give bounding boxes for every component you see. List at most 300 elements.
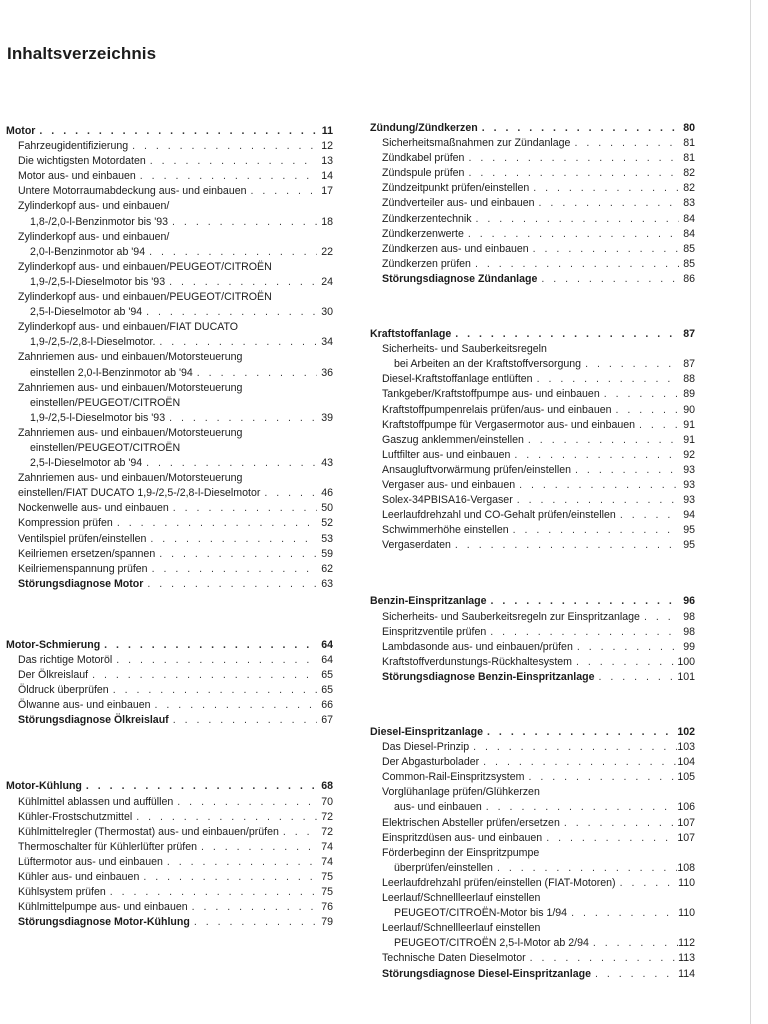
- toc-entry: [370, 448, 695, 463]
- dot-leader: [451, 538, 679, 553]
- toc-entry-title: Elektrischen Absteller prüfen/ersetzen: [382, 816, 560, 829]
- toc-entry: [370, 418, 695, 433]
- toc-entry-title: Zündkabel prüfen: [382, 152, 465, 165]
- dot-leader: [479, 755, 677, 770]
- dot-leader: [136, 169, 317, 184]
- toc-entry-title: Luftfilter aus- und einbauen: [382, 448, 511, 461]
- toc-entry: [6, 683, 333, 698]
- dot-leader: [509, 523, 679, 538]
- toc-section-title: Benzin-Einspritzanlage: [370, 595, 487, 608]
- toc-entry-title: Einspritzdüsen aus- und einbauen: [382, 831, 543, 844]
- toc-entry-title: Kühlmittelpumpe aus- und einbauen: [18, 901, 188, 914]
- dot-leader: [515, 478, 679, 493]
- toc-entry-title: Kühler aus- und einbauen: [18, 871, 140, 884]
- toc-entry-title: Ventilspiel prüfen/einstellen: [18, 532, 147, 545]
- toc-entry-title: Zündkerzen prüfen: [382, 257, 471, 270]
- toc-entry: [370, 166, 695, 181]
- toc-page-number: 95: [683, 539, 695, 552]
- dot-leader: [537, 272, 679, 287]
- toc-entry: [6, 456, 333, 471]
- toc-entry-title: Öldruck überprüfen: [18, 684, 109, 697]
- dot-leader: [88, 668, 317, 683]
- toc-entry-title: Kühlmittel ablassen und auffüllen: [18, 795, 174, 808]
- toc-entry: [370, 272, 695, 287]
- toc-page-number: 85: [683, 242, 695, 255]
- toc-entry: [370, 670, 695, 685]
- page-edge-line: [750, 0, 751, 1024]
- toc-section-title: Motor: [6, 125, 36, 137]
- toc-page-number: 98: [683, 625, 695, 638]
- toc-entry: [6, 335, 333, 350]
- dot-leader: [487, 594, 679, 609]
- toc-section-heading: [6, 124, 333, 139]
- toc-entry: [6, 215, 333, 230]
- toc-page-number: 64: [321, 654, 333, 666]
- toc-entry-title: Kraftstoffpumpe für Vergasermotor aus- und einbauen: [382, 418, 636, 431]
- toc-page-number: 17: [321, 185, 333, 198]
- toc-entry-title: Sicherheits- und Sauberkeitsregeln zur Einspritzanlage: [382, 610, 640, 623]
- toc-entry-title: Ölwanne aus- und einbauen: [18, 699, 151, 712]
- toc-entry-title: Motor aus- und einbauen: [18, 170, 136, 183]
- toc-entry: [370, 136, 695, 151]
- dot-leader: [155, 335, 317, 350]
- toc-entry: [370, 936, 695, 951]
- toc-page-number: 95: [683, 524, 695, 537]
- dot-leader: [106, 885, 317, 900]
- toc-entry-title: Keilriemenspannung prüfen: [18, 562, 148, 575]
- toc-entry-title: Vergaserdaten: [382, 539, 451, 552]
- toc-entry: [6, 562, 333, 577]
- toc-entry: [6, 870, 333, 885]
- toc-entry: [6, 532, 333, 547]
- dot-leader: [535, 196, 679, 211]
- toc-entry: [370, 342, 695, 357]
- toc-entry: [370, 538, 695, 553]
- dot-leader: [493, 861, 677, 876]
- toc-page-number: 43: [321, 457, 333, 470]
- toc-page-number: 70: [321, 795, 333, 808]
- toc-section-title: Zündung/Zündkerzen: [370, 122, 478, 134]
- toc-entry: [6, 260, 333, 275]
- toc-entry: [370, 227, 695, 242]
- toc-entry-title: Zylinderkopf aus- und einbauen/: [18, 230, 170, 243]
- toc-section: [6, 124, 333, 592]
- toc-entry-title: einstellen/PEUGEOT/CITROËN: [30, 396, 181, 409]
- toc-entry: [6, 516, 333, 531]
- toc-page-number: 107: [677, 816, 695, 829]
- dot-leader: [155, 547, 317, 562]
- dot-leader: [197, 840, 317, 855]
- toc-entry: [370, 951, 695, 966]
- dot-leader: [128, 139, 317, 154]
- toc-entry-title: Störungsdiagnose Motor: [18, 577, 144, 590]
- toc-page-number: 98: [683, 610, 695, 623]
- toc-page-number: 79: [321, 916, 333, 929]
- toc-page-number: 93: [683, 463, 695, 476]
- toc-entry: [6, 825, 333, 840]
- toc-section-title: Motor-Schmierung: [6, 638, 101, 651]
- toc-entry: [6, 698, 333, 713]
- dot-leader: [533, 372, 679, 387]
- toc-entry-title: Störungsdiagnose Benzin-Einspritzanlage: [382, 670, 595, 683]
- dot-leader: [482, 800, 678, 815]
- toc-entry-title: überprüfen/einstellen: [394, 861, 493, 874]
- toc-entry-title: Tankgeber/Kraftstoffpumpe aus- und einbauen: [382, 388, 600, 401]
- toc-entry: [370, 861, 695, 876]
- toc-entry: [6, 154, 333, 169]
- toc-entry-title: einstellen/FIAT DUCATO 1,9-/2,5-/2,8-l-Dieselmotor: [18, 487, 261, 500]
- dot-leader: [169, 713, 317, 728]
- toc-entry-title: Zündzeitpunkt prüfen/einstellen: [382, 182, 530, 195]
- dot-leader: [616, 876, 679, 891]
- toc-page-number: 114: [678, 967, 695, 980]
- toc-section: [6, 638, 333, 729]
- toc-entry-title: Zylinderkopf aus- und einbauen/FIAT DUCATO: [18, 321, 239, 334]
- dot-leader: [464, 151, 679, 166]
- dot-leader: [640, 610, 679, 625]
- toc-entry-title: Lüftermotor aus- und einbauen: [18, 855, 163, 868]
- dot-leader: [132, 810, 317, 825]
- toc-page-number: 107: [677, 831, 695, 844]
- toc-section: [370, 725, 695, 982]
- dot-leader: [168, 215, 317, 230]
- toc-section: [6, 779, 333, 930]
- toc-entry: [370, 433, 695, 448]
- toc-page-number: 36: [321, 366, 333, 379]
- dot-leader: [109, 683, 317, 698]
- toc-page-number: 104: [677, 756, 695, 769]
- dot-leader: [113, 516, 317, 531]
- toc-entry-title: einstellen 2,0-l-Benzinmotor ab '94: [30, 366, 193, 379]
- toc-page-number: 67: [321, 714, 333, 727]
- toc-page-number: 72: [321, 810, 333, 823]
- toc-entry-title: Leerlaufdrehzahl prüfen/einstellen (FIAT-Motoren): [382, 876, 616, 889]
- toc-section-heading: [370, 594, 695, 609]
- toc-entry-title: 1,9-/2,5-l-Dieselmotor bis '93: [30, 411, 166, 424]
- toc-section-title: Motor-Kühlung: [6, 780, 82, 793]
- dot-leader: [478, 121, 679, 136]
- toc-page-number: 81: [683, 152, 695, 165]
- toc-entry: [6, 199, 333, 214]
- toc-entry: [6, 441, 333, 456]
- toc-entry: [6, 305, 333, 320]
- toc-entry-title: Fahrzeugidentifizierung: [18, 140, 129, 153]
- toc-page-number: 84: [683, 212, 695, 225]
- toc-entry: [6, 320, 333, 335]
- toc-page-number: 85: [683, 257, 695, 270]
- dot-leader: [35, 124, 317, 139]
- toc-entry-title: Technische Daten Dieselmotor: [382, 952, 526, 965]
- toc-entry-title: Das Diesel-Prinzip: [382, 741, 470, 754]
- toc-page-number: 110: [678, 876, 695, 889]
- toc-entry: [370, 876, 695, 891]
- toc-entry-title: Leerlauf/Schnellleerlauf einstellen: [382, 922, 541, 935]
- toc-page-number: 86: [683, 272, 695, 285]
- dot-leader: [560, 816, 677, 831]
- dot-leader: [151, 698, 317, 713]
- toc-entry: [370, 242, 695, 257]
- toc-entry: [370, 181, 695, 196]
- toc-section-heading: [370, 121, 695, 136]
- toc-entry-title: Common-Rail-Einspritzsystem: [382, 771, 525, 784]
- dot-leader: [173, 795, 317, 810]
- toc-page-number: 30: [321, 306, 333, 319]
- toc-entry: [6, 366, 333, 381]
- toc-entry-title: Zahnriemen aus- und einbauen/Motorsteuerung: [18, 472, 243, 485]
- toc-entry: [6, 184, 333, 199]
- toc-entry-title: Zündkerzen aus- und einbauen: [382, 242, 529, 255]
- toc-page-number: 18: [321, 215, 333, 228]
- toc-entry: [370, 640, 695, 655]
- toc-entry-title: Die wichtigsten Motordaten: [18, 155, 146, 168]
- toc-entry: [370, 463, 695, 478]
- toc-entry: [370, 755, 695, 770]
- toc-entry: [370, 257, 695, 272]
- toc-entry: [6, 577, 333, 592]
- toc-page-number: 72: [321, 825, 333, 838]
- toc-entry: [370, 921, 695, 936]
- dot-leader: [510, 448, 679, 463]
- toc-page-number: 81: [683, 137, 695, 150]
- toc-entry-title: einstellen/PEUGEOT/CITROËN: [30, 441, 181, 454]
- toc-entry: [6, 396, 333, 411]
- toc-entry: [370, 831, 695, 846]
- toc-page-number: 76: [321, 901, 333, 914]
- toc-page-number: 68: [321, 780, 333, 793]
- toc-entry: [6, 275, 333, 290]
- toc-entry-title: aus- und einbauen: [394, 801, 482, 814]
- dot-leader: [146, 532, 317, 547]
- toc-page-number: 66: [321, 699, 333, 712]
- toc-page-number: 62: [321, 562, 333, 575]
- toc-page-number: 92: [683, 448, 695, 461]
- toc-entry-title: Zahnriemen aus- und einbauen/Motorsteuerung: [18, 381, 243, 394]
- toc-entry: [370, 816, 695, 831]
- toc-section-title: Diesel-Einspritzanlage: [370, 726, 484, 738]
- toc-page-number: 101: [677, 670, 695, 683]
- toc-entry-title: Zahnriemen aus- und einbauen/Motorsteuerung: [18, 351, 243, 364]
- toc-entry-title: 1,9-/2,5-/2,8-l-Dieselmotor.: [30, 336, 156, 349]
- toc-entry-title: PEUGEOT/CITROËN-Motor bis 1/94: [394, 907, 568, 920]
- toc-entry-title: Thermoschalter für Kühlerlüfter prüfen: [18, 840, 197, 853]
- toc-entry-title: Zündkerzenwerte: [382, 227, 464, 240]
- dot-leader: [571, 463, 679, 478]
- toc-entry-title: Zündspule prüfen: [382, 167, 465, 180]
- dot-leader: [529, 181, 679, 196]
- toc-entry-title: Diesel-Kraftstoffanlage entlüften: [382, 373, 533, 386]
- dot-leader: [572, 655, 677, 670]
- toc-page-number: 91: [683, 418, 695, 431]
- toc-entry: [370, 387, 695, 402]
- toc-entry: [6, 547, 333, 562]
- toc-entry: [370, 846, 695, 861]
- dot-leader: [146, 154, 317, 169]
- toc-entry: [6, 900, 333, 915]
- toc-entry-title: Zylinderkopf aus- und einbauen/PEUGEOT/CITROËN: [18, 291, 272, 304]
- dot-leader: [451, 327, 679, 342]
- toc-section-heading: [6, 638, 333, 653]
- toc-entry-title: Zylinderkopf aus- und einbauen/PEUGEOT/CITROËN: [18, 260, 272, 273]
- toc-entry: [6, 795, 333, 810]
- toc-entry: [370, 372, 695, 387]
- dot-leader: [529, 242, 679, 257]
- toc-page-number: 80: [683, 122, 695, 134]
- dot-leader: [100, 638, 317, 653]
- dot-leader: [165, 411, 317, 426]
- toc-entry-title: Lambdasonde aus- und einbauen/prüfen: [382, 640, 573, 653]
- toc-entry-title: 2,5-l-Dieselmotor ab '94: [30, 457, 143, 470]
- toc-entry: [6, 855, 333, 870]
- toc-right-column: [370, 121, 695, 982]
- dot-leader: [483, 725, 677, 740]
- toc-entry-title: Der Abgasturbolader: [382, 756, 480, 769]
- toc-page-number: 65: [321, 684, 333, 697]
- toc-page-number: 11: [321, 125, 333, 137]
- toc-page-number: 24: [321, 275, 333, 288]
- dot-leader: [139, 870, 317, 885]
- toc-section-heading: [370, 327, 695, 342]
- toc-entry: [6, 653, 333, 668]
- toc-page-number: 110: [678, 907, 695, 920]
- toc-entry-title: Zündverteiler aus- und einbauen: [382, 197, 535, 210]
- toc-entry: [370, 967, 695, 982]
- toc-page-number: 12: [321, 140, 333, 153]
- toc-entry: [6, 915, 333, 930]
- toc-entry-title: 1,8-/2,0-l-Benzinmotor bis '93: [30, 215, 169, 228]
- toc-page-number: 13: [321, 155, 333, 168]
- toc-entry-title: Störungsdiagnose Ölkreislauf: [18, 714, 169, 727]
- toc-entry-title: Kraftstoffpumpenrelais prüfen/aus- und einbauen: [382, 403, 612, 416]
- toc-entry: [6, 290, 333, 305]
- toc-page-number: 102: [677, 726, 695, 738]
- toc-entry: [6, 411, 333, 426]
- toc-page-number: 63: [321, 577, 333, 590]
- toc-entry-title: Leerlauf/Schnellleerlauf einstellen: [382, 892, 541, 905]
- toc-page-number: 87: [683, 358, 695, 371]
- toc-entry: [370, 212, 695, 227]
- dot-leader: [142, 456, 317, 471]
- toc-entry-title: Kraftstoffverdunstungs-Rückhaltesystem: [382, 655, 572, 668]
- toc-page-number: 52: [321, 517, 333, 530]
- dot-leader: [600, 387, 679, 402]
- dot-leader: [464, 166, 679, 181]
- dot-leader: [190, 915, 317, 930]
- toc-entry: [370, 151, 695, 166]
- toc-entry-title: Gaszug anklemmen/einstellen: [382, 433, 524, 446]
- toc-page-number: 106: [677, 801, 695, 814]
- toc-page-number: 87: [683, 328, 695, 341]
- dot-leader: [142, 305, 317, 320]
- toc-page-number: 82: [683, 167, 695, 180]
- toc-entry-title: Störungsdiagnose Diesel-Einspritzanlage: [382, 967, 591, 980]
- toc-entry-title: Leerlaufdrehzahl und CO-Gehalt prüfen/einstellen: [382, 509, 616, 522]
- toc-page-number: 113: [678, 952, 695, 965]
- toc-page-number: 89: [683, 388, 695, 401]
- toc-page-number: 46: [321, 487, 333, 500]
- toc-entry-title: Störungsdiagnose Motor-Kühlung: [18, 916, 190, 929]
- toc-page-number: 75: [321, 871, 333, 884]
- toc-page-number: 96: [683, 595, 695, 608]
- dot-leader: [148, 562, 317, 577]
- toc-entry: [6, 810, 333, 825]
- dot-leader: [616, 508, 679, 523]
- dot-leader: [524, 770, 677, 785]
- toc-page-number: 90: [683, 403, 695, 416]
- toc-entry: [370, 508, 695, 523]
- toc-entry: [6, 668, 333, 683]
- toc-page-number: 50: [321, 502, 333, 515]
- toc-section: [370, 594, 695, 685]
- toc-entry: [370, 800, 695, 815]
- toc-entry-title: Das richtige Motoröl: [18, 654, 113, 666]
- toc-entry: [6, 139, 333, 154]
- dot-leader: [567, 906, 678, 921]
- toc-page-number: 53: [321, 532, 333, 545]
- dot-leader: [591, 967, 678, 982]
- toc-page-number: 105: [677, 771, 695, 784]
- dot-leader: [542, 831, 677, 846]
- toc-entry: [370, 906, 695, 921]
- toc-entry-title: 1,9-/2,5-l-Dieselmotor bis '93: [30, 275, 166, 288]
- dot-leader: [82, 779, 317, 794]
- toc-entry: [370, 478, 695, 493]
- toc-entry: [370, 493, 695, 508]
- dot-leader: [471, 257, 679, 272]
- toc-entry: [6, 381, 333, 396]
- dot-leader: [247, 184, 317, 199]
- dot-leader: [469, 740, 677, 755]
- dot-leader: [279, 825, 317, 840]
- dot-leader: [573, 640, 679, 655]
- toc-entry: [370, 625, 695, 640]
- toc-page-number: 22: [321, 245, 333, 258]
- toc-entry-title: Förderbeginn der Einspritzpumpe: [382, 846, 540, 859]
- dot-leader: [188, 900, 317, 915]
- dot-leader: [193, 366, 317, 381]
- dot-leader: [570, 136, 679, 151]
- toc-section-heading: [6, 779, 333, 794]
- toc-entry-title: Kühlsystem prüfen: [18, 886, 106, 899]
- toc-entry-title: Vergaser aus- und einbauen: [382, 478, 516, 491]
- dot-leader: [612, 403, 680, 418]
- toc-entry-title: Schwimmerhöhe einstellen: [382, 524, 509, 537]
- toc-page-number: 83: [683, 197, 695, 210]
- toc-entry-title: Nockenwelle aus- und einbauen: [18, 502, 169, 515]
- toc-entry-title: Keilriemen ersetzen/spannen: [18, 547, 156, 560]
- toc-entry: [370, 740, 695, 755]
- toc-entry-title: Störungsdiagnose Zündanlage: [382, 272, 538, 285]
- toc-entry-title: 2,0-l-Benzinmotor ab '94: [30, 245, 146, 258]
- toc-page-number: 34: [321, 336, 333, 349]
- toc-section: [370, 327, 695, 553]
- dot-leader: [589, 936, 678, 951]
- dot-leader: [524, 433, 679, 448]
- toc-entry: [370, 196, 695, 211]
- toc-entry: [6, 501, 333, 516]
- toc-entry-title: PEUGEOT/CITROËN 2,5-l-Motor ab 2/94: [394, 937, 589, 950]
- toc-entry-title: Sicherheitsmaßnahmen zur Zündanlage: [382, 137, 571, 150]
- toc-page-number: 59: [321, 547, 333, 560]
- toc-entry-title: Ansaugluftvorwärmung prüfen/einstellen: [382, 463, 572, 476]
- toc-entry: [370, 523, 695, 538]
- toc-entry: [6, 840, 333, 855]
- dot-leader: [464, 227, 679, 242]
- toc-entry: [6, 486, 333, 501]
- dot-leader: [145, 245, 317, 260]
- toc-entry-title: Kompression prüfen: [18, 517, 113, 530]
- toc-entry: [370, 770, 695, 785]
- toc-entry: [370, 785, 695, 800]
